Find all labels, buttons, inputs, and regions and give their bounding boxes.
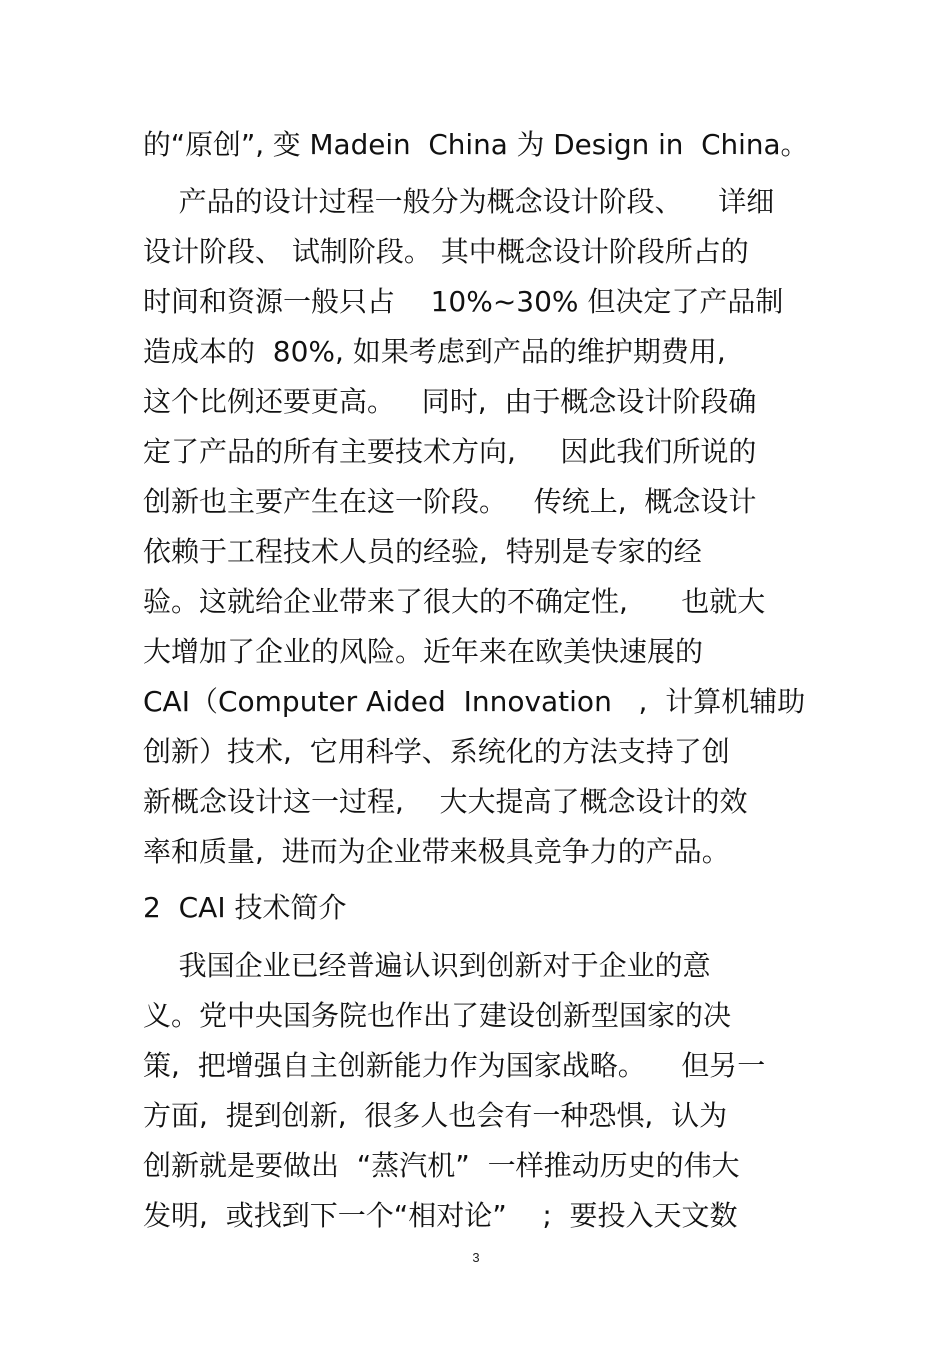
- section-heading: 2 CAI 技术简介: [143, 891, 347, 924]
- paragraph-line: CAI（Computer Aided Innovation , 计算机辅助: [143, 685, 806, 718]
- paragraph-line: 产品的设计过程一般分为概念设计阶段、 详细: [143, 185, 775, 218]
- paragraph-line: 义。党中央国务院也作出了建设创新型国家的决: [143, 999, 732, 1032]
- paragraph-line: 创新）技术, 它用科学、系统化的方法支持了创: [143, 735, 730, 768]
- paragraph-line: 策, 把增强自主创新能力作为国家战略。 但另一: [143, 1049, 766, 1082]
- paragraph-line: 这个比例还要更高。 同时, 由于概念设计阶段确: [143, 385, 757, 418]
- paragraph-line: 创新也主要产生在这一阶段。 传统上, 概念设计: [143, 485, 757, 518]
- paragraph-line: 定了产品的所有主要技术方向, 因此我们所说的: [143, 435, 757, 468]
- paragraph-line: 我国企业已经普遍认识到创新对于企业的意: [143, 949, 711, 982]
- paragraph-line: 时间和资源一般只占 10%~30% 但决定了产品制: [143, 285, 784, 318]
- paragraph-line: 设计阶段、 试制阶段。 其中概念设计阶段所占的: [143, 235, 749, 268]
- paragraph-line: 依赖于工程技术人员的经验, 特别是专家的经: [143, 535, 702, 568]
- paragraph-line: 创新就是要做出 “蒸汽机” 一样推动历史的伟大: [143, 1149, 740, 1182]
- paragraph-line: 发明, 或找到下一个“相对论” ; 要投入天文数: [143, 1199, 738, 1232]
- paragraph-line: 方面, 提到创新, 很多人也会有一种恐惧, 认为: [143, 1099, 728, 1132]
- text-line: 的“原创”, 变 Madein China 为 Design in China。: [143, 128, 809, 161]
- paragraph-line: 率和质量, 进而为企业带来极具竞争力的产品。: [143, 835, 730, 868]
- paragraph-line: 大增加了企业的风险。近年来在欧美快速展的: [143, 635, 704, 668]
- page-number: 3: [472, 1250, 480, 1265]
- paragraph-line: 新概念设计这一过程, 大大提高了概念设计的效: [143, 785, 748, 818]
- paragraph-line: 验。这就给企业带来了很大的不确定性, 也就大: [143, 585, 766, 618]
- paragraph-line: 造成本的 80%, 如果考虑到产品的维护期费用,: [143, 335, 726, 368]
